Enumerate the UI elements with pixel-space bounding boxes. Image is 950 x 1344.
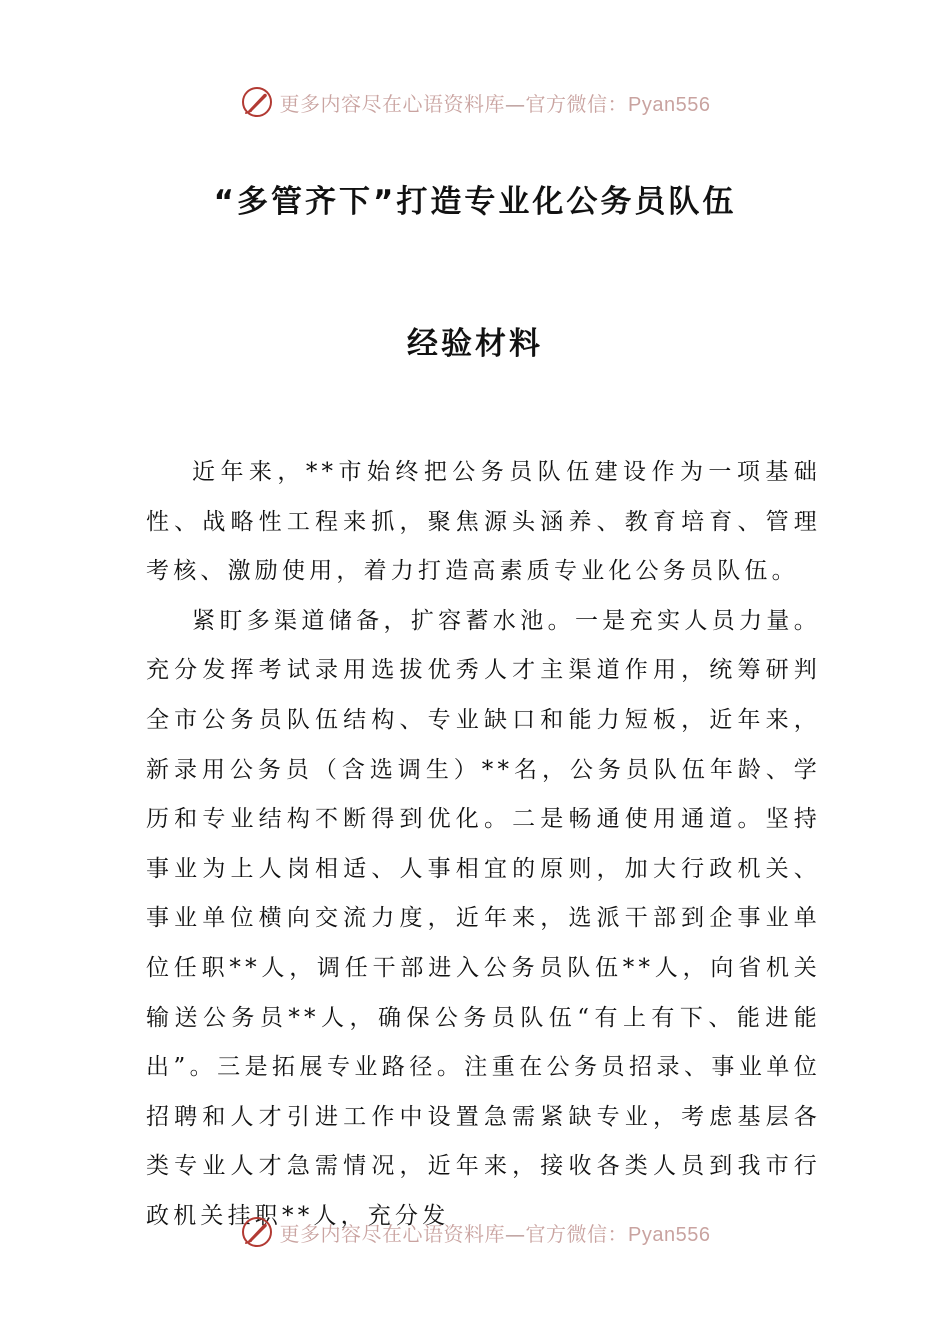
footer-watermark: [0, 1212, 950, 1252]
document-body: [146, 448, 821, 1242]
watermark-text: 更多内容尽在心语资料库—官方微信：Pyan556: [279, 91, 711, 116]
quill-pen-icon: [240, 85, 274, 119]
paragraph: 紧盯多渠道储备，扩容蓄水池。一是充实人员力量。充分发挥考试录用选拔优秀人才主渠道作用，统筹研判全市公务员队伍结构、专业缺口和能力短板，近年来，新录用公务员（含选调生）**名，公务员队伍年龄、学历和专业结构不断得到优化。二是畅通使用通道。坚持事业为上人岗相适、人事相宜的原则，加大行政机关、事业单位横向交流力度，近年来，选派干部到企事业单位任职**人，调任干部进入公务员队伍**人，向省机关输送公务员**人，确保公务员队伍“有上有下、能进能出”。三是拓展专业路径。注重在公务员招录、事业单位招聘和人才引进工作中设置急需紧缺专业，考虑基层各类专业人才急需情况，近年来，接收各类人员到我市行政机关挂职**人，充分发: [146, 607, 821, 1229]
header-watermark: [0, 82, 950, 122]
document-title: “多管齐下”打造专业化公务员队伍: [213, 184, 737, 220]
watermark-text: 更多内容尽在心语资料库—官方微信：Pyan556: [279, 1221, 711, 1246]
document-subtitle: 经验材料: [407, 326, 543, 362]
quill-pen-icon: [240, 1215, 274, 1249]
paragraph: 近年来，**市始终把公务员队伍建设作为一项基础性、战略性工程来抓，聚焦源头涵养、教育培育、管理考核、激励使用，着力打造高素质专业化公务员队伍。: [146, 459, 821, 585]
